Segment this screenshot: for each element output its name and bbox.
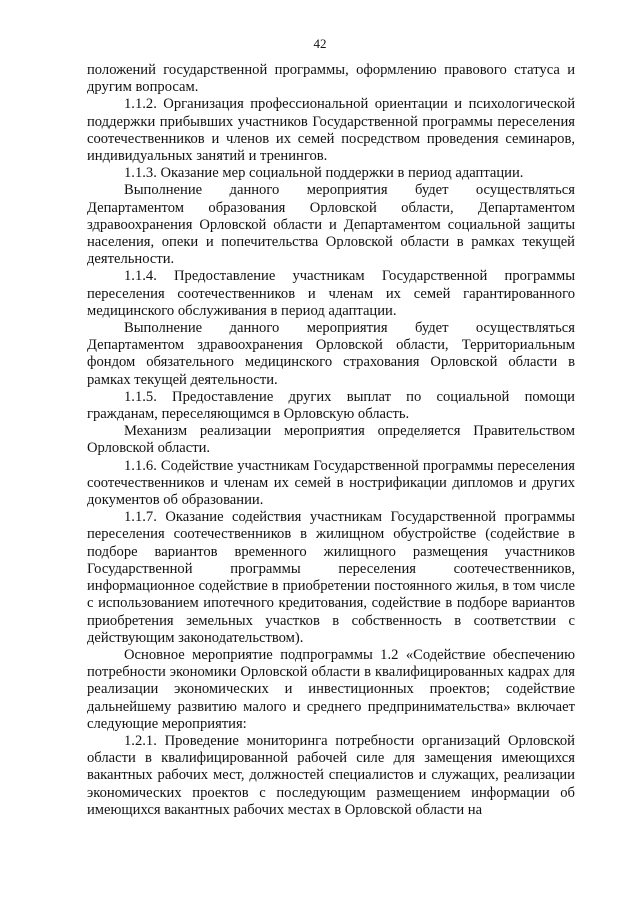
- paragraph-2: 1.1.2. Организация профессиональной ориентации и психологической поддержки прибывших участников Государственной программы переселения соотечественников и членов их семей посредством проведения семинаров, индивидуальных занятий и тренингов.: [87, 96, 575, 165]
- paragraph-10: 1.1.7. Оказание содействия участникам Государственной программы переселения соотечественников в жилищном обустройстве (содействие в подборе вариантов временного жилищного размещения участников Государственной программы переселения соотечественников, информационное содействие в приобретении постоянного жилья, в том числе с использованием ипотечного кредитования, содействие в подборе вариантов приобретения земельных участков в собственность в соответствии с действующим законодательством).: [87, 509, 575, 646]
- document-body: [87, 62, 575, 819]
- paragraph-3: 1.1.3. Оказание мер социальной поддержки в период адаптации.: [124, 165, 524, 182]
- paragraph-4: Выполнение данного мероприятия будет осуществляться Департаментом образования Орловской области, Департаментом здравоохранения Орловской области и Департаментом социальной защиты населения, опеки и попечительства Орловской области в рамках текущей деятельности.: [87, 182, 575, 268]
- paragraph-7: 1.1.5. Предоставление других выплат по социальной помощи гражданам, переселяющимся в Орловскую область.: [87, 388, 575, 423]
- paragraph-9: 1.1.6. Содействие участникам Государственной программы переселения соотечественников и членам их семей в нострификации дипломов и других документов об образовании.: [87, 457, 575, 509]
- paragraph-8: Механизм реализации мероприятия определяется Правительством Орловской области.: [87, 423, 575, 457]
- paragraph-1: положений государственной программы, оформлению правового статуса и другим вопросам.: [87, 62, 575, 96]
- paragraph-5: 1.1.4. Предоставление участникам Государственной программы переселения соотечественников и членам их семей гарантированного медицинского обслуживания в период адаптации.: [87, 268, 575, 319]
- paragraph-11: Основное мероприятие подпрограммы 1.2 «Содействие обеспечению потребности экономики Орловской области в квалифицированных кадрах для реализации экономических и инвестиционных проектов; содействие дальнейшему развитию малого и среднего предпринимательства» включает следующие мероприятия:: [87, 646, 575, 732]
- page-number: 42: [313, 36, 327, 51]
- paragraph-6: Выполнение данного мероприятия будет осуществляться Департаментом здравоохранения Орловской области, Территориальным фондом обязательного медицинского страхования Орловской области в рамках текущей деятельности.: [87, 320, 575, 388]
- paragraph-12: 1.2.1. Проведение мониторинга потребности организаций Орловской области в квалифицированной рабочей силе для замещения имеющихся вакантных рабочих мест, должностей специалистов и служащих, реализации экономических проектов с последующим размещением информации об имеющихся вакантных рабочих местах в Орловской области на: [87, 732, 575, 818]
